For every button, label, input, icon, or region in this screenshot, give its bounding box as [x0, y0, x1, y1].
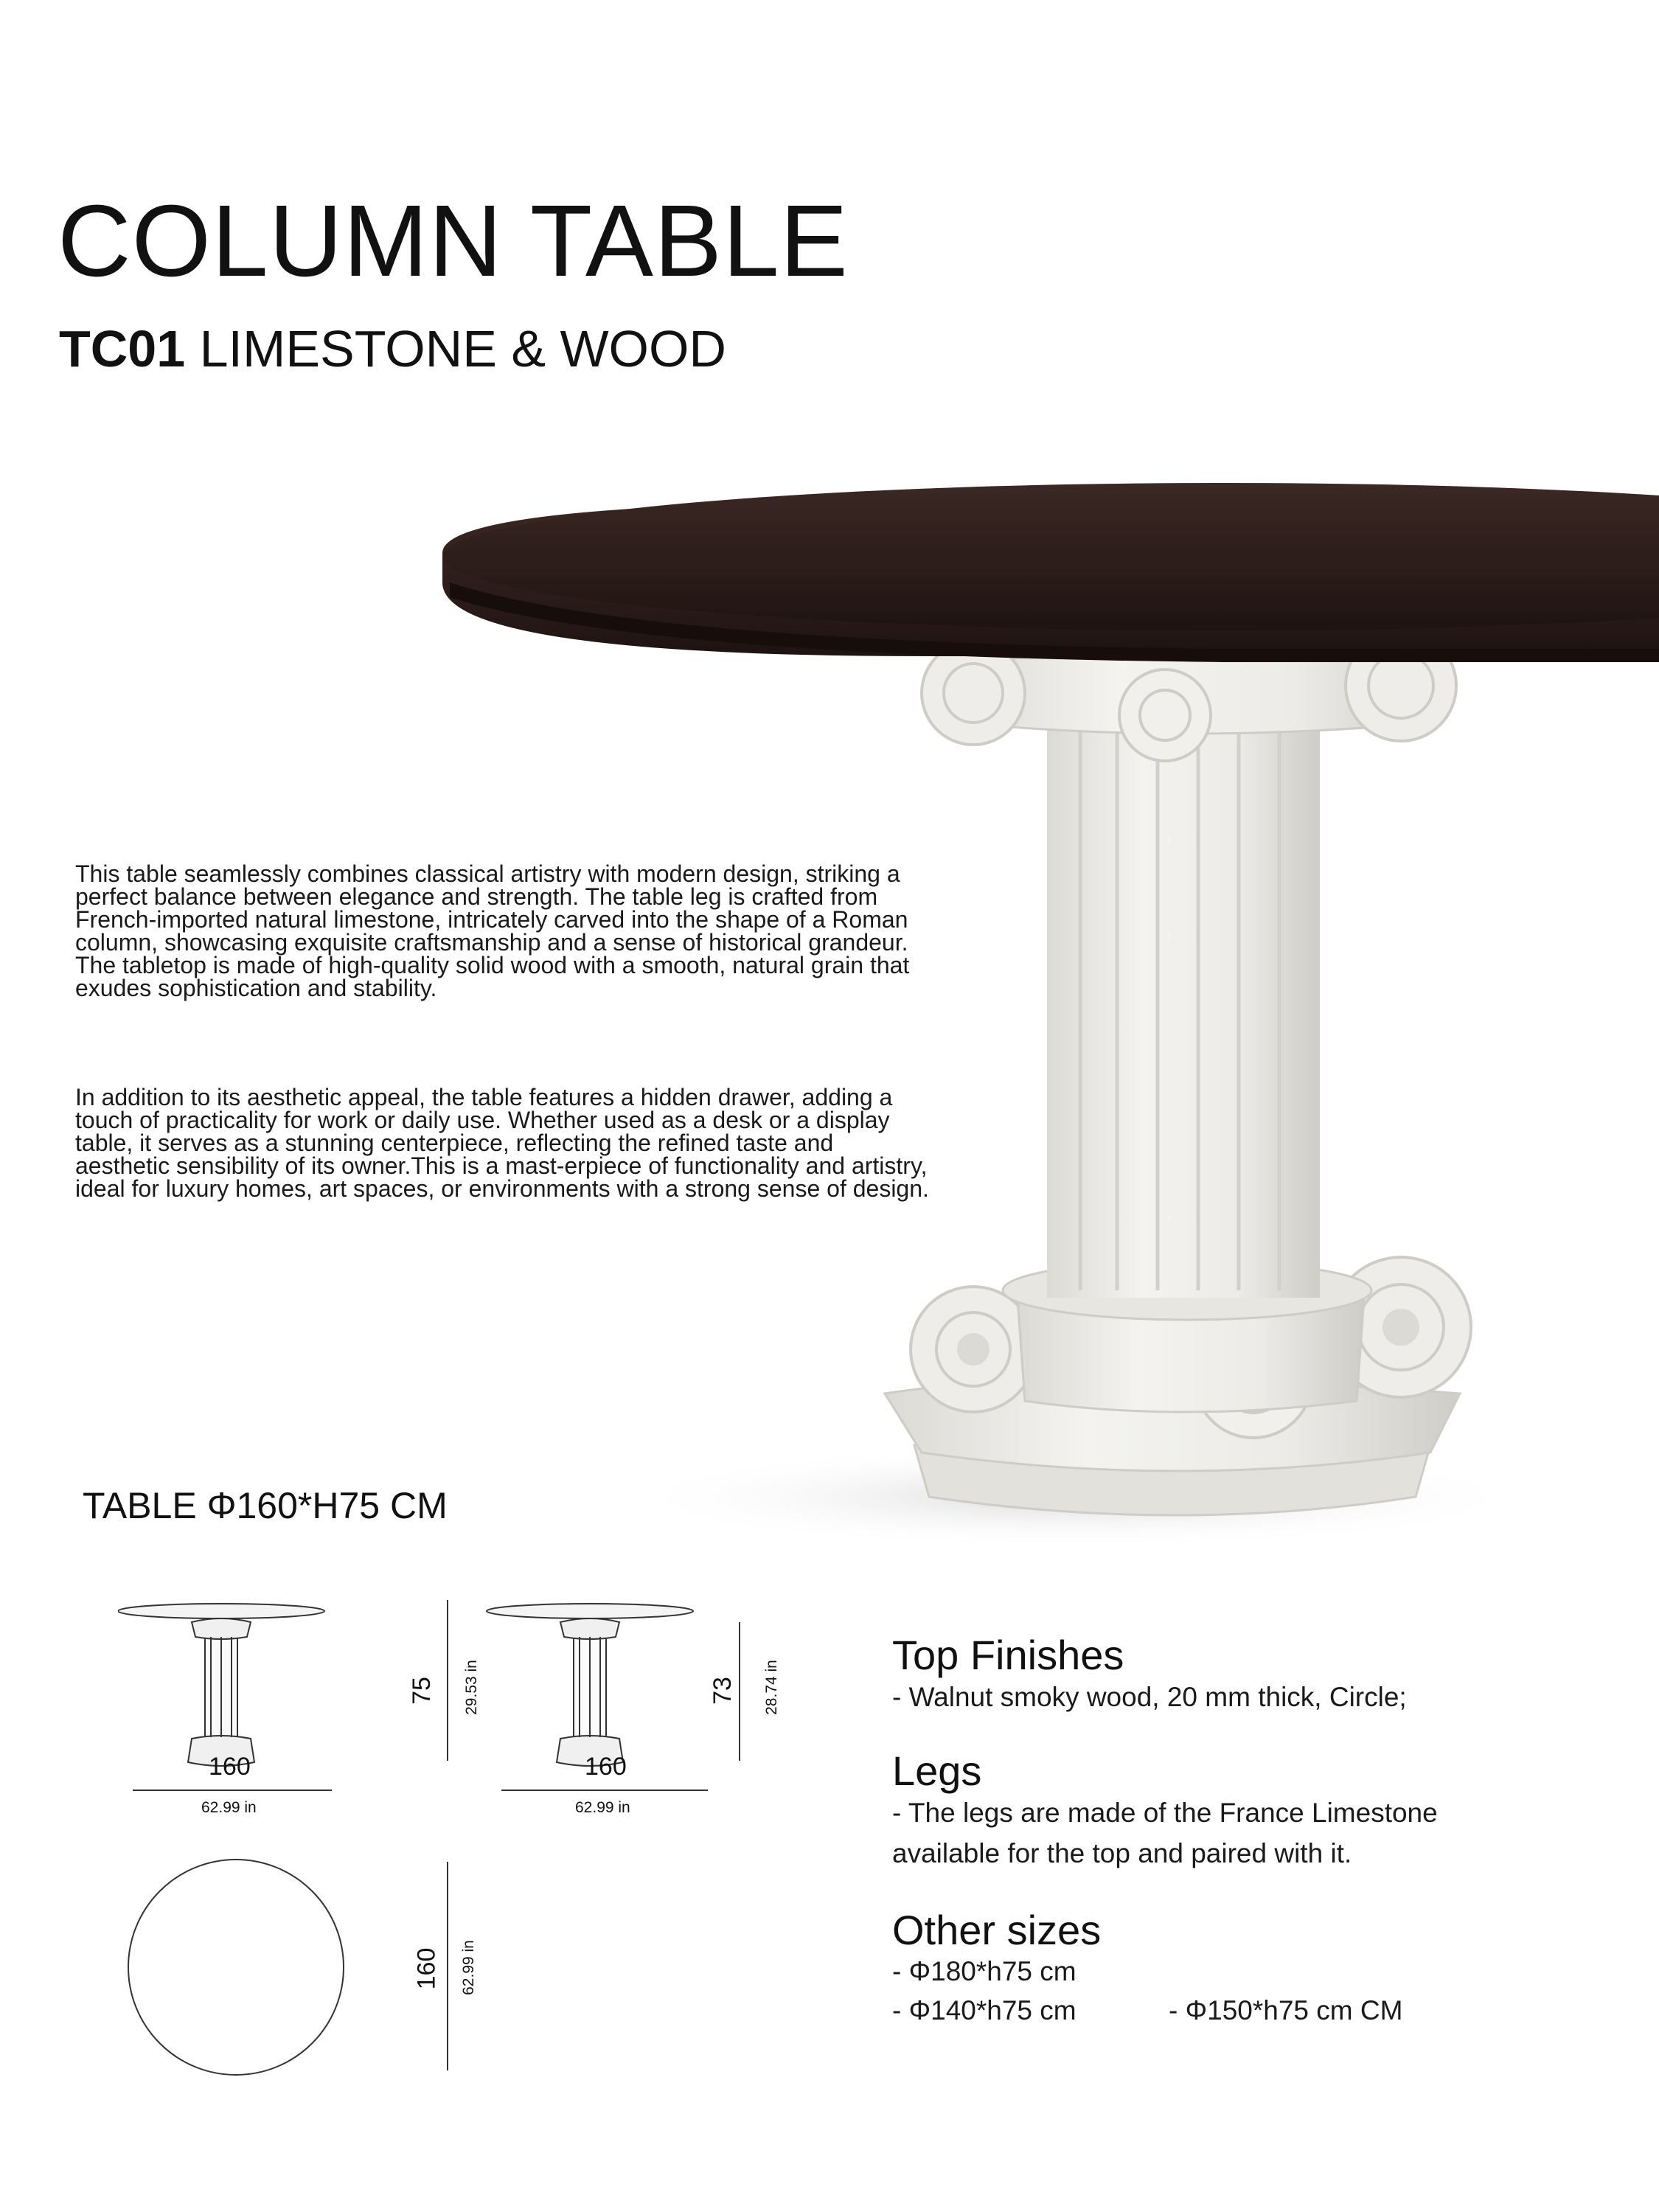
top-finishes-heading: Top Finishes	[892, 1632, 1124, 1678]
technical-drawings	[118, 1593, 782, 2079]
side-view-drawing	[487, 1604, 693, 1766]
side-height-cm: 73	[708, 1677, 737, 1705]
model-code: TC01	[59, 320, 186, 378]
legs-heading: Legs	[892, 1747, 982, 1794]
other-size-2: - Φ140*h75 cm	[892, 1995, 1077, 2025]
table-size-heading: TABLE Φ160*H75 CM	[83, 1485, 448, 1526]
other-size-1: - Φ180*h75 cm	[892, 1956, 1077, 1986]
top-finishes-text: - Walnut smoky wood, 20 mm thick, Circle;	[892, 1682, 1407, 1712]
front-height-cm: 75	[407, 1677, 436, 1705]
description-paragraph-2: In addition to its aesthetic appeal, the table features a hidden drawer, adding a touch of practicality for work or daily use. Whether used as a desk or a display table, it serves as a stunning centerpiece, reflecting the refined taste and aesthetic sensibility of its owner.This is a mast-erpiece of functionality and artistry, ideal for luxury homes, art spaces, or environments with a strong sense of design.	[75, 1084, 929, 1202]
side-width-in: 62.99 in	[575, 1799, 630, 1816]
material-label: LIMESTONE & WOOD	[199, 320, 726, 378]
front-view-drawing	[118, 1604, 324, 1766]
top-diameter-in: 62.99 in	[459, 1940, 477, 1995]
description-paragraph-1: This table seamlessly combines classical artistry with modern design, striking a perfect balance between elegance and strength. The table leg is crafted from French-imported natural limestone, intricately carved into the shape of a Roman column, showcasing exquisite craftsmanship and a sense of historical grandeur. The tabletop is made of high-quality solid wood with a smooth, natural grain that exudes sophistication and stability.	[75, 860, 910, 1001]
front-width-in: 62.99 in	[201, 1799, 257, 1816]
column-table-image	[413, 472, 1659, 1563]
top-view-drawing	[128, 1860, 344, 2075]
page-subtitle	[59, 320, 726, 378]
legs-text-line-1: - The legs are made of the France Limestone	[892, 1798, 1438, 1828]
side-height-in: 28.74 in	[762, 1660, 780, 1715]
page-title: COLUMN TABLE	[58, 184, 849, 298]
front-height-in: 29.53 in	[462, 1660, 480, 1715]
side-width-cm: 160	[585, 1753, 627, 1781]
other-sizes-heading: Other sizes	[892, 1907, 1102, 1953]
top-diameter-cm: 160	[412, 1947, 441, 1990]
other-size-3: - Φ150*h75 cm CM	[1169, 1995, 1403, 2025]
legs-text-line-2: available for the top and paired with it.	[892, 1838, 1352, 1868]
front-width-cm: 160	[209, 1753, 251, 1781]
